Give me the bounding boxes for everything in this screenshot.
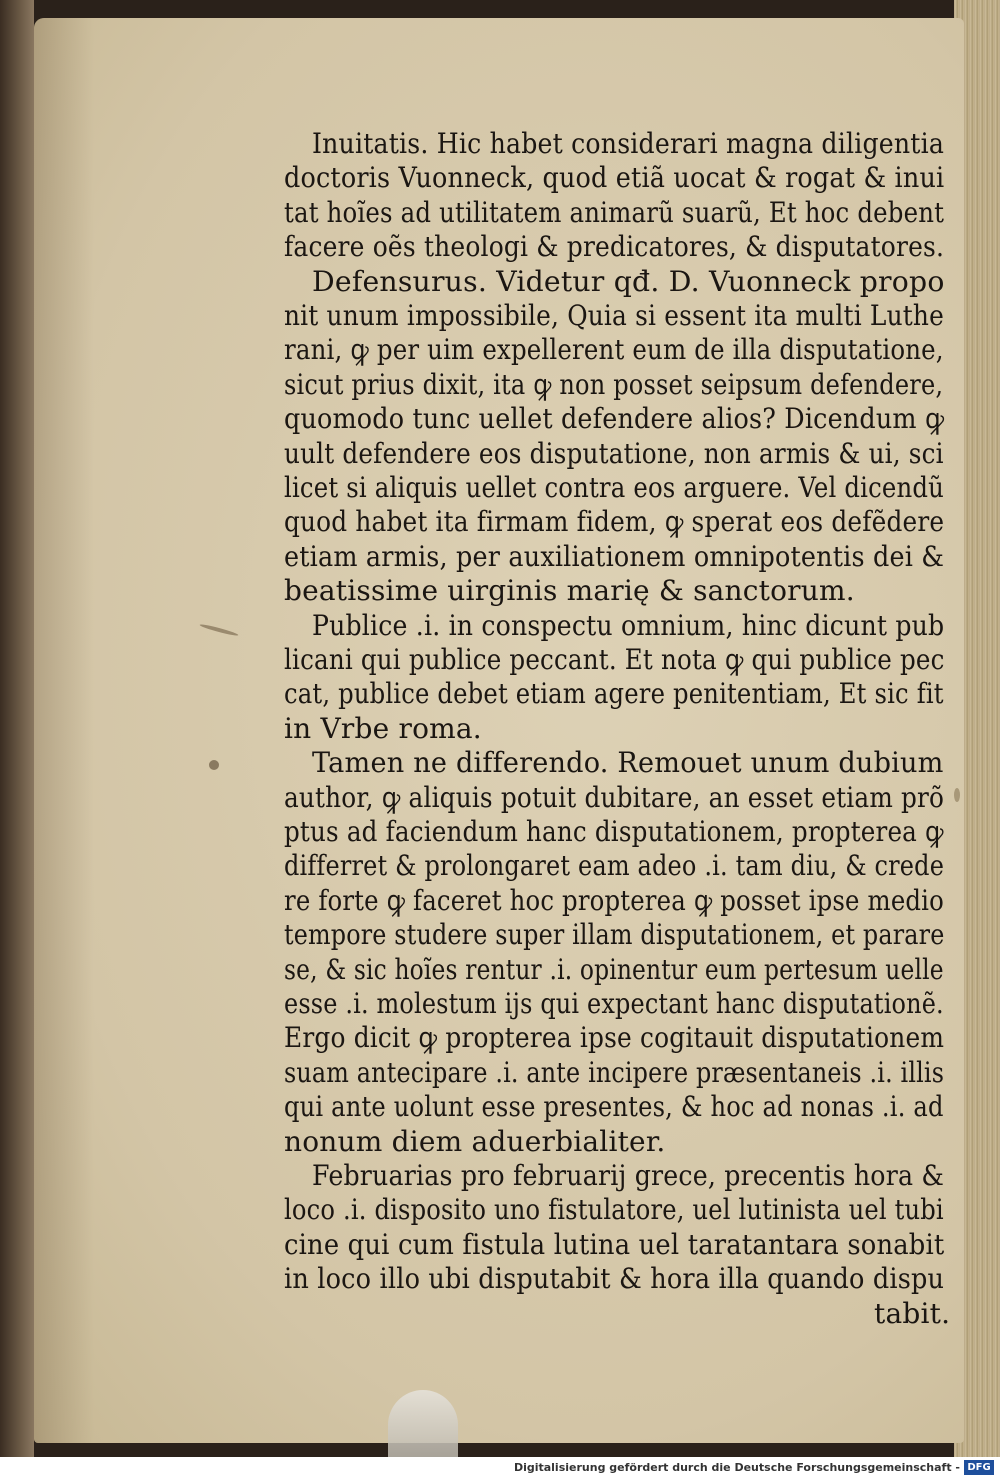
text-line: Defensurus. Videtur qđ. D. Vuonneck propo xyxy=(312,264,945,298)
text-line: in Vrbe roma. xyxy=(284,711,482,745)
text-line: se, & sic hoĩes rentur .i. opinentur eum pertesum uelle xyxy=(284,952,944,986)
text-line: licet si aliquis uellet contra eos arguere. Vel dicendũ xyxy=(284,471,945,504)
book-gutter xyxy=(0,0,34,1457)
gutter-shadow xyxy=(34,18,94,1443)
footer-credit: Digitalisierung gefördert durch die Deutsche Forschungsgemeinschaft - xyxy=(513,1461,960,1474)
dfg-logo: DFG xyxy=(964,1460,994,1475)
page-stain xyxy=(209,760,219,770)
text-line: in loco illo ubi disputabit & hora illa quando dispu xyxy=(284,1262,945,1296)
text-line: author, ꝙ aliquis potuit dubitare, an esset etiam prõ xyxy=(284,780,945,814)
text-line: nonum diem aduerbialiter. xyxy=(284,1124,666,1158)
text-line: loco .i. disposito uno fistulatore, uel lutinista uel tubi xyxy=(284,1193,944,1227)
text-line: etiam armis, per auxiliationem omnipotentis dei & xyxy=(284,539,945,573)
text-line: rani, ꝙ per uim expellerent eum de illa disputatione, xyxy=(284,333,944,367)
text-line: tabit. xyxy=(874,1296,951,1330)
text-line: esse .i. molestum ijs qui expectant hanc disputationẽ. xyxy=(284,987,944,1020)
text-line: quomodo tunc uellet defendere alios? Dicendum ꝙ xyxy=(284,402,945,436)
text-line: Februarias pro februarij grece, precentis hora & xyxy=(312,1159,945,1192)
text-line: tat hoĩes ad utilitatem animarũ suarũ, Et hoc debent xyxy=(284,195,945,229)
text-line: Tamen ne differendo. Remouet unum dubium xyxy=(312,746,944,780)
text-line: Inuitatis. Hic habet considerari magna diligentia xyxy=(312,127,945,160)
text-line: re forte ꝙ faceret hoc propterea ꝙ posset ipse medio xyxy=(284,883,944,917)
text-line: uult defendere eos disputatione, non armis & ui, sci xyxy=(284,436,944,470)
page-stain xyxy=(954,788,960,802)
book-page xyxy=(34,18,964,1443)
text-line: cine qui cum fistula lutina uel taratantara sonabit xyxy=(284,1227,945,1261)
page-clip xyxy=(388,1390,458,1457)
text-line: quod habet ita firmam fidem, ꝙ sperat eos defẽdere xyxy=(284,505,945,539)
text-line: beatissime uirginis marię & sanctorum. xyxy=(284,574,855,608)
text-line: Ergo dicit ꝙ propterea ipse cogitauit disputationem xyxy=(284,1021,945,1055)
text-line: nit unum impossibile, Quia si essent ita multi Luthe xyxy=(284,299,944,332)
text-line: sicut prius dixit, ita ꝙ non posset seipsum defendere, xyxy=(284,367,944,401)
footer-bar xyxy=(0,1457,1000,1479)
text-line: cat, publice debet etiam agere penitentiam, Et sic fit xyxy=(284,677,944,711)
page-stain xyxy=(199,623,239,637)
text-line: suam antecipare .i. ante incipere præsentaneis .i. illis xyxy=(284,1055,945,1089)
text-line: differret & prolongaret eam adeo .i. tam diu, & crede xyxy=(284,849,945,883)
text-line: doctoris Vuonneck, quod etiã uocat & rogat & inui xyxy=(284,161,945,195)
text-line: tempore studere super illam disputationem, et parare xyxy=(284,918,945,952)
text-line: licani qui publice peccant. Et nota ꝙ qui publice pec xyxy=(284,643,945,676)
text-line: facere oẽs theologi & predicatores, & disputatores. xyxy=(284,230,945,264)
text-line: Publice .i. in conspectu omnium, hinc dicunt pub xyxy=(312,608,945,642)
text-line: ptus ad faciendum hanc disputationem, propterea ꝙ xyxy=(284,815,944,848)
text-line: qui ante uolunt esse presentes, & hoc ad nonas .i. ad xyxy=(284,1090,944,1124)
